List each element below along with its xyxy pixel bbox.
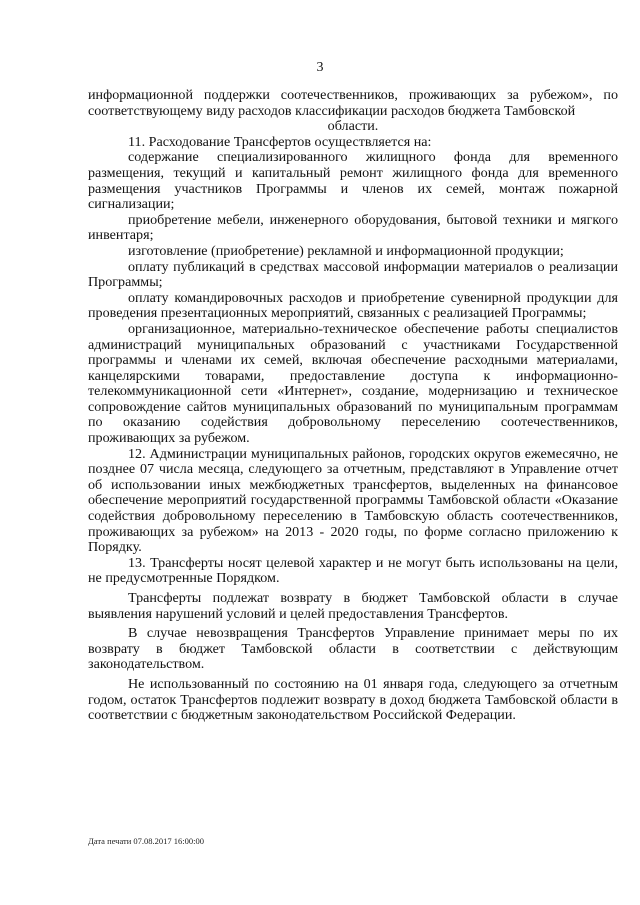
paragraph-funding-source-end: области.	[327, 118, 379, 135]
paragraph-section-11-heading: 11. Расходование Трансфертов осуществляется на:	[128, 133, 432, 150]
paragraph-non-return-measures: В случае невозвращения Трансфертов Управление принимает меры по их возврату в бюджет Тамбовской области в соответствии с действующим законодательством.	[88, 625, 618, 673]
print-date-footer: Дата печати 07.08.2017 16:00:00	[88, 836, 204, 846]
paragraph-furniture-purchase: приобретение мебели, инженерного оборудования, бытовой техники и мягкого инвентаря;	[88, 211, 618, 244]
paragraph-advertising-production: изготовление (приобретение) рекламной и информационной продукции;	[128, 242, 564, 259]
paragraph-housing-maintenance: содержание специализированного жилищного фонда для временного размещения, текущий и капитальный ремонт жилищного фонда для временного размещения участников Программы и членов их семей, монтаж пожарной сигнализации;	[88, 149, 618, 213]
paragraph-travel-expenses: оплату командировочных расходов и приобретение сувенирной продукции для проведения презентационных мероприятий, связанных с реализацией Программы;	[88, 289, 618, 322]
paragraph-organizational-support: организационное, материально-техническое обеспечение работы специалистов администраций муниципальных образований с участниками Государственной программы и членами их семей, включая обеспечение расходными материалами, канцелярскими товарами, предоставление доступа к информационно-телекоммуникационной сети «Интернет», создание, модернизацию и техническое сопровождение сайтов муниципальных образований по муниципальным программам по оказанию содействия добровольному переселению соотечественников, проживающих за рубежом.	[88, 320, 618, 447]
paragraph-media-publications: оплату публикаций в средствах массовой информации материалов о реализации Программы;	[88, 258, 618, 291]
paragraph-section-12-reporting: 12. Администрации муниципальных районов, городских округов ежемесячно, не позднее 07 числа месяца, следующего за отчетным, представляют в Управление отчет об использовании иных межбюджетных трансфертов, выделенных на финансовое обеспечение мероприятий государственной программы Тамбовской области «Оказание содействия добровольному переселению в Тамбовскую область соотечественников, проживающих за рубежом» на 2013 - 2020 годы, по форме согласно приложению к Порядку.	[88, 445, 618, 556]
paragraph-unused-balance-return: Не использованный по состоянию на 01 января года, следующего за отчетным годом, остаток Трансфертов подлежит возврату в доход бюджета Тамбовской области в соответствии с бюджетным законодательством Российской Федерации.	[88, 675, 618, 724]
paragraph-refund-on-violation: Трансферты подлежат возврату в бюджет Тамбовской области в случае выявления нарушений условий и целей предоставления Трансфертов.	[88, 590, 618, 622]
page-number: 3	[316, 60, 324, 75]
paragraph-section-13-purpose: 13. Трансферты носят целевой характер и не могут быть использованы на цели, не предусмотренные Порядком.	[88, 554, 618, 587]
document-body	[88, 88, 618, 724]
paragraph-funding-source-continued: информационной поддержки соотечественников, проживающих за рубежом», по соответствующему виду расходов классификации расходов бюджета Тамбовской	[88, 87, 618, 119]
